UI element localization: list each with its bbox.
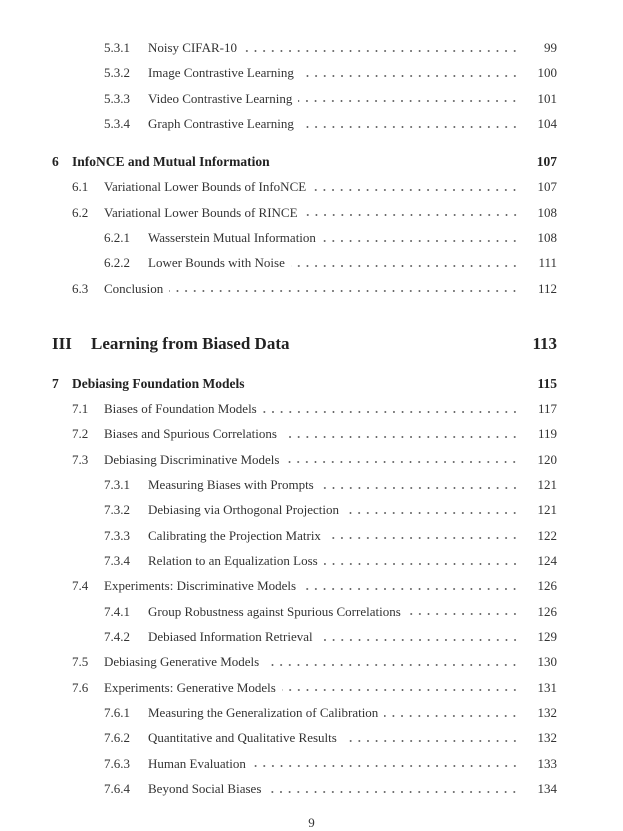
entry-number: 5.3.2 [104, 65, 130, 81]
entry-number: 7.4 [72, 578, 89, 594]
entry-page: 122 [537, 527, 557, 543]
entry-number: 7.4.2 [104, 629, 130, 645]
entry-page: 130 [537, 654, 557, 670]
entry-page: 107 [537, 179, 557, 195]
entry-page: 115 [537, 375, 557, 391]
entry-number: 6.2 [72, 204, 89, 220]
toc-entry-sub[interactable] [0, 86, 623, 111]
toc-entry-sub[interactable] [0, 497, 623, 522]
entry-number: 7.6.3 [104, 755, 130, 771]
entry-number: 7.6.1 [104, 705, 130, 721]
entry-title: Biases and Spurious Correlations [104, 421, 283, 446]
entry-title: Biases of Foundation Models [104, 396, 263, 421]
dot-leader [345, 508, 519, 518]
dot-leader [320, 483, 519, 493]
dot-leader [263, 407, 519, 417]
entry-title: Relation to an Equalization Loss [148, 548, 324, 573]
entry-page: 134 [537, 781, 557, 797]
entry-page: 100 [537, 65, 557, 81]
toc-entry-sub[interactable] [0, 624, 623, 649]
dot-leader [283, 432, 519, 442]
toc-entry-sec[interactable] [0, 421, 623, 446]
toc-entry-chap[interactable] [0, 149, 623, 174]
entry-number: 5.3.1 [104, 40, 130, 55]
entry-number: 7.3.3 [104, 527, 130, 543]
toc-entry-sub[interactable] [0, 250, 623, 275]
toc-entry-sec[interactable] [0, 573, 623, 598]
entry-number: 7.5 [72, 654, 89, 670]
entry-page: 126 [537, 578, 557, 594]
toc-entry-sec[interactable] [0, 174, 623, 199]
entry-number: 7.6.2 [104, 730, 130, 746]
entry-page: 99 [544, 40, 557, 55]
entry-title: Debiased Information Retrieval [148, 624, 319, 649]
entry-title: Variational Lower Bounds of RINCE [104, 200, 304, 225]
dot-leader [169, 286, 519, 296]
dot-leader [252, 761, 519, 771]
dot-leader [282, 685, 519, 695]
dot-leader [319, 635, 519, 645]
entry-title: Beyond Social Biases [148, 776, 267, 801]
entry-title: Quantitative and Qualitative Results [148, 725, 343, 750]
entry-title: InfoNCE and Mutual Information [72, 149, 276, 174]
entry-title: Experiments: Generative Models [104, 675, 282, 700]
entry-page: 101 [537, 90, 557, 106]
entry-page: 104 [537, 116, 557, 132]
dot-leader [291, 261, 519, 271]
entry-page: 117 [537, 400, 557, 416]
dot-leader [327, 533, 519, 543]
toc-entry-sec[interactable] [0, 396, 623, 421]
toc-entry-sub[interactable] [0, 599, 623, 624]
entry-number: 5.3.3 [104, 90, 130, 106]
entry-page: 124 [537, 553, 557, 569]
dot-leader [267, 787, 519, 797]
entry-number: 7.1 [72, 400, 89, 416]
entry-page: 121 [537, 502, 557, 518]
entry-title: Experiments: Discriminative Models [104, 573, 302, 598]
dot-leader [243, 46, 519, 56]
entry-title: Lower Bounds with Noise [148, 250, 291, 275]
entry-title: Debiasing via Orthogonal Projection [148, 497, 345, 522]
entry-title: Measuring the Generalization of Calibration [148, 700, 384, 725]
entry-title: Conclusion [104, 276, 169, 301]
entry-number: 7.4.1 [104, 603, 130, 619]
dot-leader [322, 236, 519, 246]
entry-number: 7.3.2 [104, 502, 130, 518]
dot-leader [407, 609, 519, 619]
entry-number: 6.3 [72, 280, 89, 296]
dot-leader [302, 584, 519, 594]
entry-page: 129 [537, 629, 557, 645]
toc-entry-sub[interactable] [0, 725, 623, 750]
dot-leader [312, 185, 519, 195]
entry-page: 121 [537, 477, 557, 492]
toc-entry-sub[interactable] [0, 35, 623, 60]
entry-page: 113 [532, 334, 557, 354]
entry-page: 108 [537, 204, 557, 220]
entry-page: 119 [537, 426, 557, 442]
dot-leader [285, 457, 519, 467]
entry-number: 6.1 [72, 179, 89, 195]
entry-title: Variational Lower Bounds of InfoNCE [104, 174, 312, 199]
entry-number: 6 [52, 153, 59, 169]
entry-title: Debiasing Generative Models [104, 649, 265, 674]
entry-page: 120 [537, 451, 557, 467]
entry-title: Video Contrastive Learning [148, 86, 298, 111]
toc-entry-sub[interactable] [0, 225, 623, 250]
toc-entry-sub[interactable] [0, 523, 623, 548]
entry-title: Measuring Biases with Prompts [148, 472, 320, 497]
entry-number: 7.3.4 [104, 553, 130, 569]
toc-entry-sub[interactable] [0, 700, 623, 725]
toc-entry-sec[interactable] [0, 649, 623, 674]
dot-leader [304, 210, 519, 220]
entry-title: Wasserstein Mutual Information [148, 225, 322, 250]
entry-page: 133 [537, 755, 557, 771]
dot-leader [384, 711, 519, 721]
entry-page: 107 [536, 153, 557, 169]
toc-entry-sub[interactable] [0, 548, 623, 573]
entry-title: Learning from Biased Data [91, 331, 296, 357]
entry-title: Debiasing Foundation Models [72, 371, 251, 396]
entry-title: Image Contrastive Learning [148, 60, 300, 85]
toc-entry-chap[interactable] [0, 371, 623, 396]
dot-leader [300, 71, 519, 81]
entry-number: 6.2.2 [104, 255, 130, 271]
entry-page: 112 [537, 280, 557, 296]
dot-leader [300, 122, 519, 132]
toc-entry-sub[interactable] [0, 111, 623, 136]
toc-entry-sec[interactable] [0, 200, 623, 225]
entry-title: Group Robustness against Spurious Correlations [148, 599, 407, 624]
toc-entry-sec[interactable] [0, 447, 623, 472]
dot-leader [298, 96, 519, 106]
entry-title: Human Evaluation [148, 751, 252, 776]
entry-page: 111 [538, 255, 557, 271]
entry-page: 132 [537, 705, 557, 721]
entry-title: Graph Contrastive Learning [148, 111, 300, 136]
toc-entry-sub[interactable] [0, 751, 623, 776]
entry-page: 132 [537, 730, 557, 746]
entry-number: 7.3 [72, 451, 89, 467]
dot-leader [324, 559, 519, 569]
toc-entry-sub[interactable] [0, 776, 623, 801]
entry-title: Debiasing Discriminative Models [104, 447, 285, 472]
entry-number: 7.6 [72, 679, 89, 695]
entry-page: 131 [537, 679, 557, 695]
entry-title: Calibrating the Projection Matrix [148, 523, 327, 548]
entry-number: 5.3.4 [104, 116, 130, 132]
entry-page: 126 [537, 603, 557, 619]
toc-entry-part[interactable] [0, 331, 623, 357]
entry-number: III [52, 334, 72, 354]
table-of-contents [0, 35, 623, 801]
entry-number: 7.6.4 [104, 781, 130, 797]
page-number: 9 [308, 815, 315, 830]
entry-title: Noisy CIFAR-10 [148, 35, 243, 60]
toc-entry-sub[interactable] [0, 472, 623, 497]
dot-leader [343, 736, 519, 746]
entry-number: 6.2.1 [104, 230, 130, 245]
entry-number: 7.2 [72, 426, 89, 442]
entry-number: 7 [52, 375, 59, 391]
toc-entry-sub[interactable] [0, 60, 623, 85]
entry-page: 108 [537, 230, 557, 245]
toc-entry-sec[interactable] [0, 276, 623, 301]
dot-leader [265, 660, 519, 670]
entry-number: 7.3.1 [104, 477, 130, 492]
toc-entry-sec[interactable] [0, 675, 623, 700]
